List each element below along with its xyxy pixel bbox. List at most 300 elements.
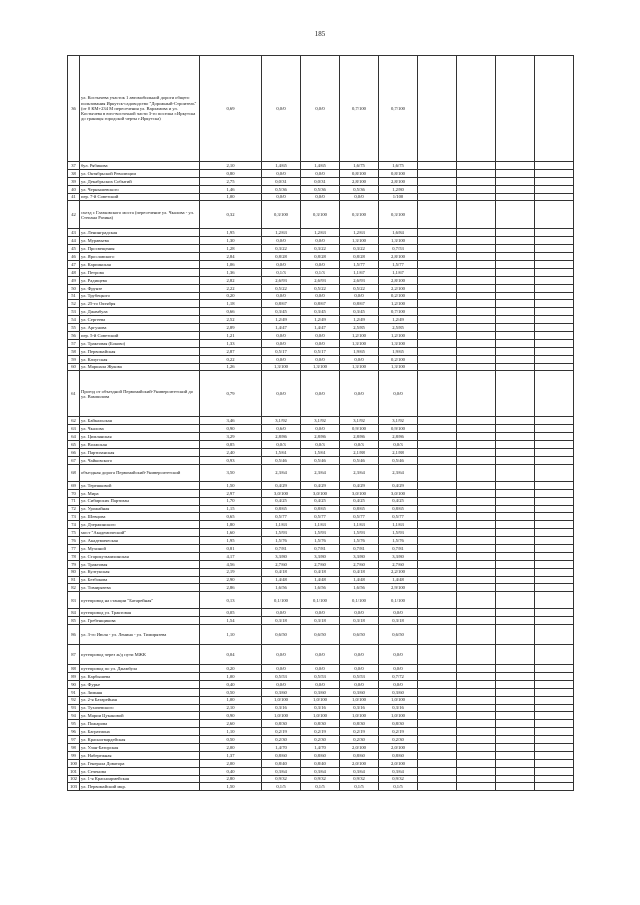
empty-cell bbox=[457, 609, 496, 617]
table-row bbox=[68, 665, 574, 673]
row-number-cell: 79 bbox=[68, 560, 80, 568]
empty-cell bbox=[496, 201, 535, 229]
value-cell-b: 1,2/63 bbox=[262, 229, 301, 237]
empty-cell bbox=[457, 544, 496, 552]
value-cell-a: 0,85 bbox=[200, 441, 262, 449]
empty-cell bbox=[496, 441, 535, 449]
empty-cell bbox=[457, 284, 496, 292]
table-row bbox=[68, 544, 574, 552]
empty-cell bbox=[418, 245, 457, 253]
empty-cell bbox=[496, 324, 535, 332]
value-cell-c: 0,1/3 bbox=[301, 268, 340, 276]
value-cell-a: 1,00 bbox=[200, 696, 262, 704]
value-cell-b: 0,6/50 bbox=[262, 625, 301, 645]
value-cell-d: 0,6/50 bbox=[340, 625, 379, 645]
empty-cell bbox=[535, 355, 574, 363]
empty-cell bbox=[418, 609, 457, 617]
road-name-cell: ул. Трубецкого bbox=[80, 292, 200, 300]
empty-cell bbox=[457, 696, 496, 704]
row-number-cell: 59 bbox=[68, 355, 80, 363]
row-number-cell: 49 bbox=[68, 276, 80, 284]
table-row bbox=[68, 489, 574, 497]
empty-cell bbox=[535, 568, 574, 576]
value-cell-e: 0,0/0 bbox=[379, 645, 418, 665]
table-row bbox=[68, 625, 574, 645]
road-name-cell: ул. Байкальская bbox=[80, 417, 200, 425]
empty-cell bbox=[535, 537, 574, 545]
empty-cell bbox=[496, 609, 535, 617]
value-cell-b: 0,9/32 bbox=[262, 775, 301, 783]
empty-cell bbox=[535, 521, 574, 529]
row-number-cell: 44 bbox=[68, 237, 80, 245]
table-row bbox=[68, 704, 574, 712]
table-row bbox=[68, 300, 574, 308]
value-cell-b: 0,0/0 bbox=[262, 332, 301, 340]
table-row bbox=[68, 253, 574, 261]
empty-cell bbox=[457, 489, 496, 497]
row-number-cell: 97 bbox=[68, 736, 80, 744]
row-number-cell: 66 bbox=[68, 449, 80, 457]
value-cell-d: 0,3/60 bbox=[340, 688, 379, 696]
row-number-cell: 47 bbox=[68, 261, 80, 269]
value-cell-c: 0,3/45 bbox=[301, 308, 340, 316]
empty-cell bbox=[496, 162, 535, 170]
value-cell-a: 2,89 bbox=[200, 324, 262, 332]
empty-cell bbox=[457, 300, 496, 308]
empty-cell bbox=[418, 513, 457, 521]
value-cell-a: 1,00 bbox=[200, 672, 262, 680]
value-cell-b: 0,5/53 bbox=[262, 672, 301, 680]
empty-cell bbox=[457, 720, 496, 728]
row-number-cell: 99 bbox=[68, 751, 80, 759]
empty-cell bbox=[418, 276, 457, 284]
empty-cell bbox=[457, 505, 496, 513]
value-cell-c: 0,0/0 bbox=[301, 680, 340, 688]
value-cell-c: 0,3/16 bbox=[301, 704, 340, 712]
value-cell-c: 1,6/56 bbox=[301, 584, 340, 592]
empty-cell bbox=[535, 584, 574, 592]
table-row bbox=[68, 672, 574, 680]
value-cell-e: 0,5/46 bbox=[379, 456, 418, 464]
road-name-cell: ул. Волжская bbox=[80, 441, 200, 449]
empty-cell bbox=[496, 544, 535, 552]
value-cell-d: 2,0/100 bbox=[340, 743, 379, 751]
road-name-cell: путепровод на станции "Батарейная" bbox=[80, 592, 200, 609]
empty-cell bbox=[457, 339, 496, 347]
table-row bbox=[68, 417, 574, 425]
value-cell-b: 0,0/0 bbox=[262, 292, 301, 300]
value-cell-b: 0,5/46 bbox=[262, 456, 301, 464]
value-cell-d: 0,3/45 bbox=[340, 308, 379, 316]
road-name-cell: ул. Зимняя bbox=[80, 688, 200, 696]
row-number-cell: 101 bbox=[68, 767, 80, 775]
empty-cell bbox=[418, 584, 457, 592]
empty-cell bbox=[457, 672, 496, 680]
value-cell-d: 1,1/67 bbox=[340, 268, 379, 276]
value-cell-a: 1,95 bbox=[200, 537, 262, 545]
table-row bbox=[68, 743, 574, 751]
value-cell-a: 2,84 bbox=[200, 253, 262, 261]
empty-cell bbox=[457, 347, 496, 355]
value-cell-e: 0,1/5 bbox=[379, 783, 418, 791]
value-cell-b: 2,3/64 bbox=[262, 464, 301, 481]
value-cell-e: 0,8/60 bbox=[379, 751, 418, 759]
empty-cell bbox=[457, 568, 496, 576]
empty-cell bbox=[496, 680, 535, 688]
row-number-cell: 81 bbox=[68, 576, 80, 584]
road-name-cell: ул. Сергеева bbox=[80, 316, 200, 324]
empty-cell bbox=[418, 193, 457, 201]
empty-cell bbox=[535, 759, 574, 767]
empty-cell bbox=[496, 425, 535, 433]
value-cell-e: 1,4/48 bbox=[379, 576, 418, 584]
road-name-cell: ул. Багратиона bbox=[80, 728, 200, 736]
empty-cell bbox=[496, 751, 535, 759]
road-name-cell: ул. Декабрьских Событий bbox=[80, 177, 200, 185]
value-cell-e: 0,2/100 bbox=[379, 292, 418, 300]
value-cell-d: 1,9/65 bbox=[340, 347, 379, 355]
value-cell-c: 0,5/46 bbox=[301, 456, 340, 464]
row-number-cell: 36 bbox=[68, 56, 80, 162]
empty-cell bbox=[535, 245, 574, 253]
value-cell-c: 0,3/22 bbox=[301, 245, 340, 253]
empty-cell bbox=[457, 162, 496, 170]
empty-cell bbox=[418, 489, 457, 497]
empty-cell bbox=[496, 736, 535, 744]
empty-cell bbox=[535, 617, 574, 625]
value-cell-d: 0,3/22 bbox=[340, 245, 379, 253]
empty-cell bbox=[457, 521, 496, 529]
value-cell-c: 0,1/5 bbox=[301, 783, 340, 791]
row-number-cell: 85 bbox=[68, 617, 80, 625]
value-cell-d: 1,1/63 bbox=[340, 521, 379, 529]
value-cell-b: 1,4/48 bbox=[262, 576, 301, 584]
road-name-cell: ул. Фрунзе bbox=[80, 284, 200, 292]
value-cell-a: 1,54 bbox=[200, 617, 262, 625]
table-row bbox=[68, 560, 574, 568]
value-cell-b: 0,4/18 bbox=[262, 568, 301, 576]
value-cell-a: 2,60 bbox=[200, 720, 262, 728]
table-row bbox=[68, 645, 574, 665]
value-cell-b: 0,5/17 bbox=[262, 347, 301, 355]
empty-cell bbox=[418, 332, 457, 340]
empty-cell bbox=[535, 513, 574, 521]
value-cell-e: 2,8/100 bbox=[379, 177, 418, 185]
value-cell-a: 1,70 bbox=[200, 497, 262, 505]
value-cell-d: 0,8/28 bbox=[340, 253, 379, 261]
value-cell-b: 2,7/60 bbox=[262, 560, 301, 568]
empty-cell bbox=[535, 56, 574, 162]
road-name-cell: ул. Красногвардейская bbox=[80, 736, 200, 744]
empty-cell bbox=[496, 308, 535, 316]
table-row bbox=[68, 268, 574, 276]
empty-cell bbox=[535, 743, 574, 751]
empty-cell bbox=[418, 544, 457, 552]
road-name-cell: ул. Трактовая (Боково) bbox=[80, 339, 200, 347]
empty-cell bbox=[418, 464, 457, 481]
value-cell-c: 0,4/29 bbox=[301, 481, 340, 489]
value-cell-a: 1,50 bbox=[200, 783, 262, 791]
table-row bbox=[68, 456, 574, 464]
value-cell-a: 0,40 bbox=[200, 767, 262, 775]
value-cell-a: 0,04 bbox=[200, 645, 262, 665]
value-cell-e: 1,0/100 bbox=[379, 696, 418, 704]
table-row bbox=[68, 237, 574, 245]
value-cell-a: 1,15 bbox=[200, 505, 262, 513]
value-cell-e: 3,1/92 bbox=[379, 417, 418, 425]
row-number-cell: 87 bbox=[68, 645, 80, 665]
road-name-cell: ул. Костычева участок 1 автомобильной дороги общего пользования Иркутск-садоводство "Дорожный-Строитель" (от 0 КМ+234 М пересечения ул. Варламова и ул. Костычева в юго-восточной части 3-го поселка г.Иркутска до границы городской черты г.Иркутска) bbox=[80, 56, 200, 162]
empty-cell bbox=[496, 592, 535, 609]
table-row bbox=[68, 759, 574, 767]
empty-cell bbox=[496, 177, 535, 185]
value-cell-c: 0,3/64 bbox=[301, 767, 340, 775]
empty-cell bbox=[535, 481, 574, 489]
empty-cell bbox=[535, 728, 574, 736]
empty-cell bbox=[457, 617, 496, 625]
value-cell-b: 0,5/77 bbox=[262, 513, 301, 521]
row-number-cell: 95 bbox=[68, 720, 80, 728]
value-cell-d: 3,1/92 bbox=[340, 417, 379, 425]
value-cell-a: 0,20 bbox=[200, 665, 262, 673]
road-name-cell: ул. Ярославского bbox=[80, 253, 200, 261]
empty-cell bbox=[418, 417, 457, 425]
empty-cell bbox=[457, 276, 496, 284]
road-name-cell: ул. Терешковой bbox=[80, 481, 200, 489]
value-cell-d: 0,3/100 bbox=[340, 201, 379, 229]
value-cell-a: 0,93 bbox=[200, 456, 262, 464]
row-number-cell: 93 bbox=[68, 704, 80, 712]
value-cell-c: 0,0/0 bbox=[301, 339, 340, 347]
value-cell-d: 1,2/63 bbox=[340, 229, 379, 237]
value-cell-a: 0,50 bbox=[200, 736, 262, 744]
table-row bbox=[68, 284, 574, 292]
value-cell-e: 0,7/53 bbox=[379, 245, 418, 253]
empty-cell bbox=[496, 489, 535, 497]
empty-cell bbox=[535, 276, 574, 284]
value-cell-c: 0,8/67 bbox=[301, 300, 340, 308]
value-cell-e: 3,3/80 bbox=[379, 552, 418, 560]
value-cell-a: 4,17 bbox=[200, 552, 262, 560]
value-cell-b: 0,1/5 bbox=[262, 783, 301, 791]
value-cell-d: 0,0/0 bbox=[340, 680, 379, 688]
value-cell-b: 0,0/0 bbox=[262, 665, 301, 673]
empty-cell bbox=[535, 645, 574, 665]
value-cell-c: 0,5/77 bbox=[301, 513, 340, 521]
empty-cell bbox=[496, 276, 535, 284]
value-cell-b: 0,8/40 bbox=[262, 759, 301, 767]
empty-cell bbox=[496, 268, 535, 276]
value-cell-b: 1,4/65 bbox=[262, 162, 301, 170]
value-cell-d: 1,3/100 bbox=[340, 363, 379, 371]
value-cell-d: 1,2/49 bbox=[340, 316, 379, 324]
empty-cell bbox=[535, 347, 574, 355]
empty-cell bbox=[418, 284, 457, 292]
empty-cell bbox=[418, 339, 457, 347]
table-row bbox=[68, 728, 574, 736]
value-cell-e: 2,1/88 bbox=[379, 449, 418, 457]
road-name-cell: путепровод ул. Трактовая bbox=[80, 609, 200, 617]
empty-cell bbox=[496, 253, 535, 261]
empty-cell bbox=[457, 268, 496, 276]
value-cell-e: 1,2/100 bbox=[379, 332, 418, 340]
value-cell-d: 0,0/0 bbox=[340, 645, 379, 665]
value-cell-d: 0,7/100 bbox=[340, 56, 379, 162]
empty-cell bbox=[496, 433, 535, 441]
value-cell-d: 3,3/80 bbox=[340, 552, 379, 560]
empty-cell bbox=[457, 529, 496, 537]
empty-cell bbox=[496, 456, 535, 464]
row-number-cell: 84 bbox=[68, 609, 80, 617]
empty-cell bbox=[418, 521, 457, 529]
value-cell-e: 2,8/100 bbox=[379, 276, 418, 284]
empty-cell bbox=[457, 456, 496, 464]
value-cell-e: 0,7/72 bbox=[379, 672, 418, 680]
empty-cell bbox=[535, 308, 574, 316]
empty-cell bbox=[418, 728, 457, 736]
empty-cell bbox=[418, 177, 457, 185]
table-row bbox=[68, 324, 574, 332]
value-cell-c: 1,5/61 bbox=[301, 449, 340, 457]
road-name-cell: ул. Сибирских Партизан bbox=[80, 497, 200, 505]
row-number-cell: 88 bbox=[68, 665, 80, 673]
table-row bbox=[68, 292, 574, 300]
empty-cell bbox=[418, 592, 457, 609]
table-row bbox=[68, 449, 574, 457]
value-cell-a: 4,56 bbox=[200, 560, 262, 568]
value-cell-b: 0,0/3 bbox=[262, 441, 301, 449]
table-row bbox=[68, 56, 574, 162]
value-cell-e: 0,4/29 bbox=[379, 481, 418, 489]
empty-cell bbox=[496, 775, 535, 783]
empty-cell bbox=[418, 185, 457, 193]
value-cell-b: 3,1/92 bbox=[262, 417, 301, 425]
value-cell-c: 0,1/100 bbox=[301, 592, 340, 609]
value-cell-b: 3,0/100 bbox=[262, 489, 301, 497]
table-row bbox=[68, 332, 574, 340]
empty-cell bbox=[457, 736, 496, 744]
value-cell-c: 0,0/0 bbox=[301, 425, 340, 433]
empty-cell bbox=[457, 497, 496, 505]
empty-cell bbox=[457, 759, 496, 767]
row-number-cell: 76 bbox=[68, 537, 80, 545]
table-row bbox=[68, 767, 574, 775]
value-cell-a: 1,30 bbox=[200, 237, 262, 245]
value-cell-c: 0,8/65 bbox=[301, 505, 340, 513]
empty-cell bbox=[496, 783, 535, 791]
empty-cell bbox=[418, 560, 457, 568]
value-cell-e: 0,7/81 bbox=[379, 544, 418, 552]
empty-cell bbox=[496, 371, 535, 417]
road-name-cell: ул. 1-я Красноармейская bbox=[80, 775, 200, 783]
empty-cell bbox=[418, 169, 457, 177]
empty-cell bbox=[418, 300, 457, 308]
value-cell-b: 1,6/56 bbox=[262, 584, 301, 592]
empty-cell bbox=[535, 162, 574, 170]
row-number-cell: 41 bbox=[68, 193, 80, 201]
empty-cell bbox=[535, 324, 574, 332]
empty-cell bbox=[535, 284, 574, 292]
value-cell-c: 0,0/0 bbox=[301, 169, 340, 177]
row-number-cell: 53 bbox=[68, 308, 80, 316]
value-cell-e: 0,0/0 bbox=[379, 609, 418, 617]
value-cell-d: 2,3/64 bbox=[340, 464, 379, 481]
value-cell-c: 1,1/63 bbox=[301, 521, 340, 529]
value-cell-e: 0,0/0 bbox=[379, 371, 418, 417]
row-number-cell: 83 bbox=[68, 592, 80, 609]
value-cell-e: 2,2/100 bbox=[379, 568, 418, 576]
value-cell-c: 0,0/0 bbox=[301, 56, 340, 162]
value-cell-e: 1,1/67 bbox=[379, 268, 418, 276]
empty-cell bbox=[535, 704, 574, 712]
value-cell-a: 1,18 bbox=[200, 300, 262, 308]
road-name-cell: ул. Чернышевского bbox=[80, 185, 200, 193]
row-number-cell: 73 bbox=[68, 513, 80, 521]
table-row bbox=[68, 552, 574, 560]
empty-cell bbox=[457, 513, 496, 521]
row-number-cell: 90 bbox=[68, 680, 80, 688]
value-cell-c: 0,0/0 bbox=[301, 355, 340, 363]
empty-cell bbox=[496, 672, 535, 680]
value-cell-a: 2,90 bbox=[200, 576, 262, 584]
value-cell-c: 0,3/60 bbox=[301, 688, 340, 696]
table-row bbox=[68, 347, 574, 355]
empty-cell bbox=[457, 201, 496, 229]
empty-cell bbox=[535, 552, 574, 560]
empty-cell bbox=[535, 696, 574, 704]
value-cell-c: 0,8/30 bbox=[301, 720, 340, 728]
empty-cell bbox=[535, 497, 574, 505]
value-cell-b: 0,2/19 bbox=[262, 728, 301, 736]
value-cell-d: 1,5/77 bbox=[340, 261, 379, 269]
value-cell-e: 1,2/100 bbox=[379, 300, 418, 308]
value-cell-d: 3,0/100 bbox=[340, 489, 379, 497]
table-row bbox=[68, 481, 574, 489]
table-row bbox=[68, 245, 574, 253]
row-number-cell: 39 bbox=[68, 177, 80, 185]
value-cell-b: 0,6/0 bbox=[262, 425, 301, 433]
value-cell-a: 1,60 bbox=[200, 529, 262, 537]
value-cell-e: 0,7/100 bbox=[379, 56, 418, 162]
empty-cell bbox=[457, 584, 496, 592]
road-name-cell: ул. Карпинская bbox=[80, 261, 200, 269]
empty-cell bbox=[418, 696, 457, 704]
value-cell-a: 3,29 bbox=[200, 433, 262, 441]
value-cell-c: 3,3/80 bbox=[301, 552, 340, 560]
table-row bbox=[68, 177, 574, 185]
empty-cell bbox=[457, 245, 496, 253]
value-cell-a: 0,50 bbox=[200, 688, 262, 696]
empty-cell bbox=[496, 193, 535, 201]
page-number: 185 bbox=[314, 30, 326, 38]
value-cell-b: 0,0/31 bbox=[262, 177, 301, 185]
value-cell-b: 0,0/0 bbox=[262, 56, 301, 162]
value-cell-b: 0,3/64 bbox=[262, 767, 301, 775]
empty-cell bbox=[457, 56, 496, 162]
empty-cell bbox=[535, 609, 574, 617]
table-row bbox=[68, 339, 574, 347]
table-row bbox=[68, 576, 574, 584]
value-cell-b: 0,7/81 bbox=[262, 544, 301, 552]
value-cell-c: 0,5/17 bbox=[301, 347, 340, 355]
value-cell-d: 0,8/30 bbox=[340, 720, 379, 728]
empty-cell bbox=[535, 783, 574, 791]
value-cell-c: 0,0/0 bbox=[301, 261, 340, 269]
empty-cell bbox=[457, 449, 496, 457]
empty-cell bbox=[418, 783, 457, 791]
value-cell-c: 1,3/100 bbox=[301, 363, 340, 371]
value-cell-e: 0,2/30 bbox=[379, 736, 418, 744]
